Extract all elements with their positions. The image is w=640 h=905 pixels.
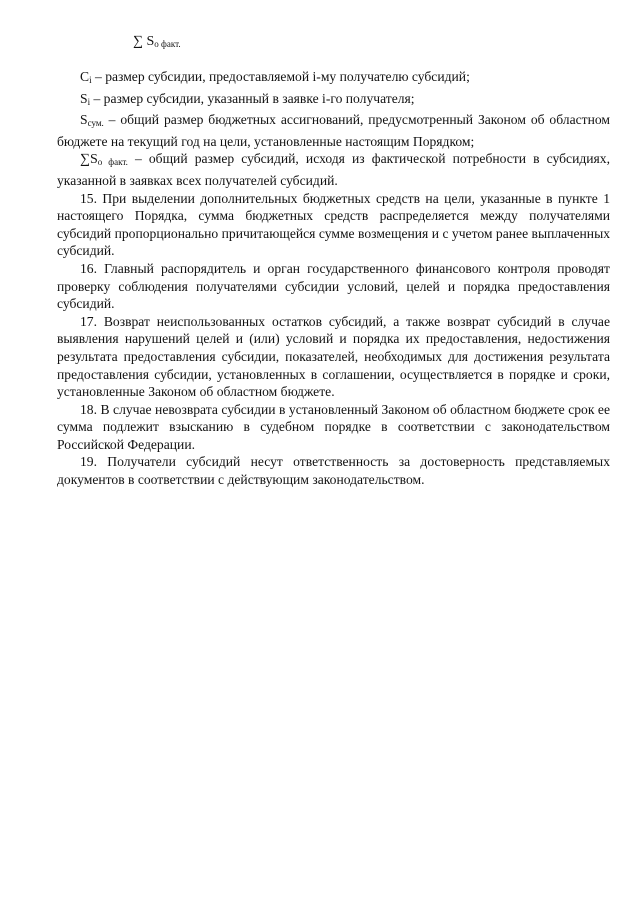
paragraph-16: 16. Главный распорядитель и орган государственного финансового контроля проводят проверку соблюдения получателями субсидии условий, целей и порядка предоставления субсидий. [57, 260, 610, 312]
definition-subscript: i [89, 75, 92, 85]
definition-text: – общий размер субсидий, исходя из фактической потребности в субсидиях, указанной в заявках всех получателей субсидий. [57, 151, 610, 188]
document-body [57, 68, 610, 489]
definition-subscript: о факт. [97, 157, 128, 168]
definition-symbol: C [80, 69, 90, 84]
definition-item [57, 150, 610, 189]
definition-text: – общий размер бюджетных ассигнований, предусмотренный Законом об областном бюджете на текущий год на цели, установленные настоящим Порядком; [57, 112, 610, 149]
paragraph-17: 17. Возврат неиспользованных остатков субсидий, а также возврат субсидий в случае выявления нарушений целей и (или) условий и порядка их предоставления, недостижения результата предоставления субсидии, показателей, необходимых для достижения результата предоставления субсидии, установленных в соглашении, осуществляется в порядке и сроки, установленные Законом об областном бюджете. [57, 313, 610, 400]
formula-subscript: о факт. [154, 39, 181, 49]
definitions-list [57, 68, 610, 190]
paragraph-18: 18. В случае невозврата субсидии в установленный Законом об областном бюджете срок ее сумма подлежит взысканию в судебном порядке в соответствии с законодательством Российской Федерации. [57, 401, 610, 452]
paragraph-15: 15. При выделении дополнительных бюджетных средств на цели, указанные в пункте 1 настоящего Порядка, сумма бюджетных средств распределяется между получателями субсидий пропорционально причитающейся сумме возмещения и с учетом ранее выплаченных субсидий. [57, 190, 610, 259]
definition-symbol: S [80, 112, 88, 128]
formula-denominator [133, 33, 181, 53]
definition-subscript: i [87, 96, 91, 107]
definition-symbol: S [80, 90, 88, 106]
definition-item [57, 111, 610, 150]
sigma-symbol: ∑ [133, 34, 143, 49]
definition-text: – размер субсидии, указанный в заявке i-го получателя; [90, 90, 415, 106]
definition-text: – размер субсидии, предоставляемой i-му получателю субсидий; [91, 69, 470, 84]
definition-item [57, 90, 610, 112]
paragraph-19: 19. Получатели субсидий несут ответственность за достоверность представляемых документов в соответствии с действующим законодательством. [57, 454, 610, 488]
formula-symbol: S [146, 34, 155, 49]
definition-subscript: сум. [87, 118, 104, 129]
definition-item [57, 68, 610, 90]
definition-symbol: ∑S [80, 152, 98, 168]
